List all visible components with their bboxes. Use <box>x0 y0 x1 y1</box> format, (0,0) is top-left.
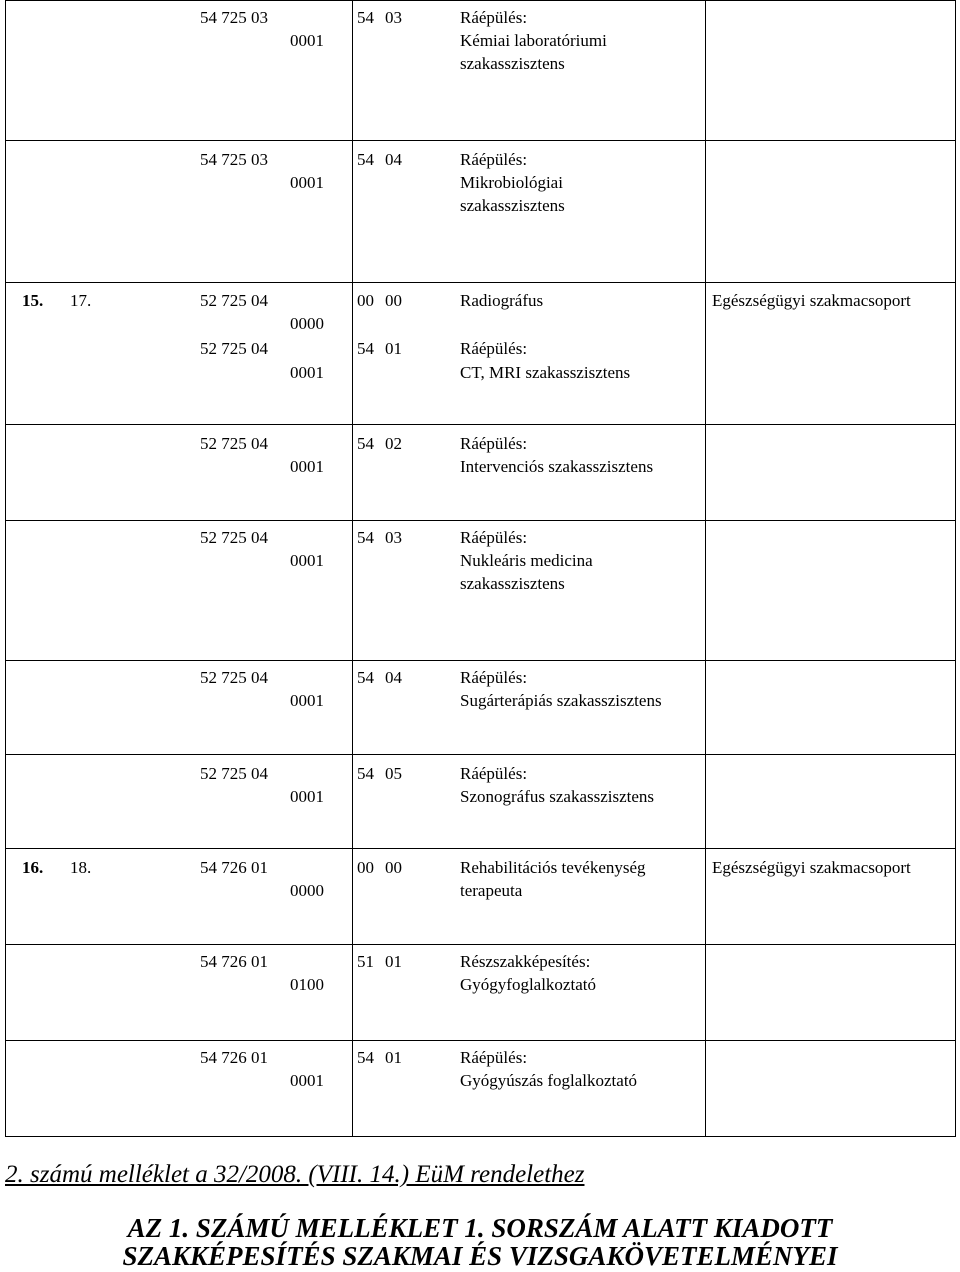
num-1: 00 <box>357 291 374 310</box>
num-2: 01 <box>385 339 402 358</box>
label-line-1: Ráépülés: <box>460 339 528 358</box>
row-divider <box>5 1040 956 1041</box>
label-line-3: szakasszisztens <box>460 196 565 215</box>
label-line-2: Kémiai laboratóriumi <box>460 31 607 50</box>
label-line-2: Intervenciós szakasszisztens <box>460 457 654 476</box>
group-name: Egészségügyi szakmacsoport <box>712 858 911 877</box>
sub-code: 0001 <box>290 691 324 710</box>
code: 54 725 03 <box>200 8 268 27</box>
label-line-1: Radiográfus <box>460 291 544 310</box>
num-1: 54 <box>357 668 374 687</box>
num-1: 51 <box>357 952 374 971</box>
row-divider <box>5 754 956 755</box>
document-title-line-2: SZAKKÉPESÍTÉS SZAKMAI ÉS VIZSGAKÖVETELMÉNYEI <box>122 1241 838 1271</box>
label-line-1: Ráépülés: <box>460 434 528 453</box>
label-line-1: Ráépülés: <box>460 668 528 687</box>
label-line-2: Szonográfus szakasszisztens <box>460 787 655 806</box>
serial-number: 16. <box>22 858 44 877</box>
code: 52 725 04 <box>200 434 268 453</box>
sub-code: 0001 <box>290 457 324 476</box>
label-line-2: Nukleáris medicina <box>460 551 593 570</box>
column-divider <box>705 0 706 1137</box>
num-2: 02 <box>385 434 402 453</box>
row-divider <box>5 944 956 945</box>
code: 52 725 04 <box>200 339 268 358</box>
code: 52 725 04 <box>200 668 268 687</box>
sub-code: 0001 <box>290 787 324 806</box>
label-line-1: Részszakképesítés: <box>460 952 591 971</box>
sub-code: 0001 <box>290 363 324 382</box>
sub-code: 0001 <box>290 31 324 50</box>
label-line-2: Gyógyúszás foglalkoztató <box>460 1071 638 1090</box>
num-2: 04 <box>385 668 402 687</box>
num-2: 01 <box>385 1048 402 1067</box>
code: 54 726 01 <box>200 858 268 877</box>
document-title-line-1: AZ 1. SZÁMÚ MELLÉKLET 1. SORSZÁM ALATT KIADOTT <box>127 1213 833 1243</box>
row-divider <box>5 520 956 521</box>
sub-code: 0001 <box>290 173 324 192</box>
sub-code: 0000 <box>290 881 324 900</box>
num-2: 04 <box>385 150 402 169</box>
sub-code: 0001 <box>290 1071 324 1090</box>
label-line-3: szakasszisztens <box>460 574 565 593</box>
sub-code: 0001 <box>290 551 324 570</box>
row-divider <box>5 0 956 1</box>
num-1: 54 <box>357 434 374 453</box>
num-1: 54 <box>357 339 374 358</box>
num-1: 54 <box>357 1048 374 1067</box>
label-line-2: Sugárterápiás szakasszisztens <box>460 691 662 710</box>
code: 52 725 04 <box>200 528 268 547</box>
serial-number: 15. <box>22 291 44 310</box>
row-divider <box>5 660 956 661</box>
code: 52 725 04 <box>200 764 268 783</box>
label-line-1: Ráépülés: <box>460 8 528 27</box>
num-2: 03 <box>385 528 402 547</box>
num-1: 54 <box>357 8 374 27</box>
code: 54 725 03 <box>200 150 268 169</box>
label-line-1: Ráépülés: <box>460 764 528 783</box>
row-divider <box>5 140 956 141</box>
code: 54 726 01 <box>200 1048 268 1067</box>
num-2: 05 <box>385 764 402 783</box>
num-1: 54 <box>357 150 374 169</box>
group-name: Egészségügyi szakmacsoport <box>712 291 911 310</box>
row-divider <box>5 282 956 283</box>
label-line-2: terapeuta <box>460 881 523 900</box>
num-1: 00 <box>357 858 374 877</box>
num-1: 54 <box>357 528 374 547</box>
row-divider <box>5 424 956 425</box>
num-2: 00 <box>385 291 402 310</box>
label-line-2: CT, MRI szakasszisztens <box>460 363 631 382</box>
label-line-1: Ráépülés: <box>460 528 528 547</box>
sequence-number: 18. <box>70 858 92 877</box>
label-line-2: Gyógyfoglalkoztató <box>460 975 596 994</box>
num-2: 00 <box>385 858 402 877</box>
row-divider <box>5 848 956 849</box>
code: 54 726 01 <box>200 952 268 971</box>
label-line-3: szakasszisztens <box>460 54 565 73</box>
sub-code: 0100 <box>290 975 324 994</box>
num-1: 54 <box>357 764 374 783</box>
label-line-1: Ráépülés: <box>460 1048 528 1067</box>
label-line-1: Ráépülés: <box>460 150 528 169</box>
code: 52 725 04 <box>200 291 268 310</box>
annex-reference: 2. számú melléklet a 32/2008. (VIII. 14.) EüM rendelethez <box>5 1161 585 1188</box>
num-2: 01 <box>385 952 402 971</box>
column-divider <box>352 0 353 1137</box>
label-line-2: Mikrobiológiai <box>460 173 563 192</box>
sequence-number: 17. <box>70 291 92 310</box>
sub-code: 0000 <box>290 314 324 333</box>
num-2: 03 <box>385 8 402 27</box>
row-divider <box>5 1136 956 1137</box>
label-line-1: Rehabilitációs tevékenység <box>460 858 646 877</box>
